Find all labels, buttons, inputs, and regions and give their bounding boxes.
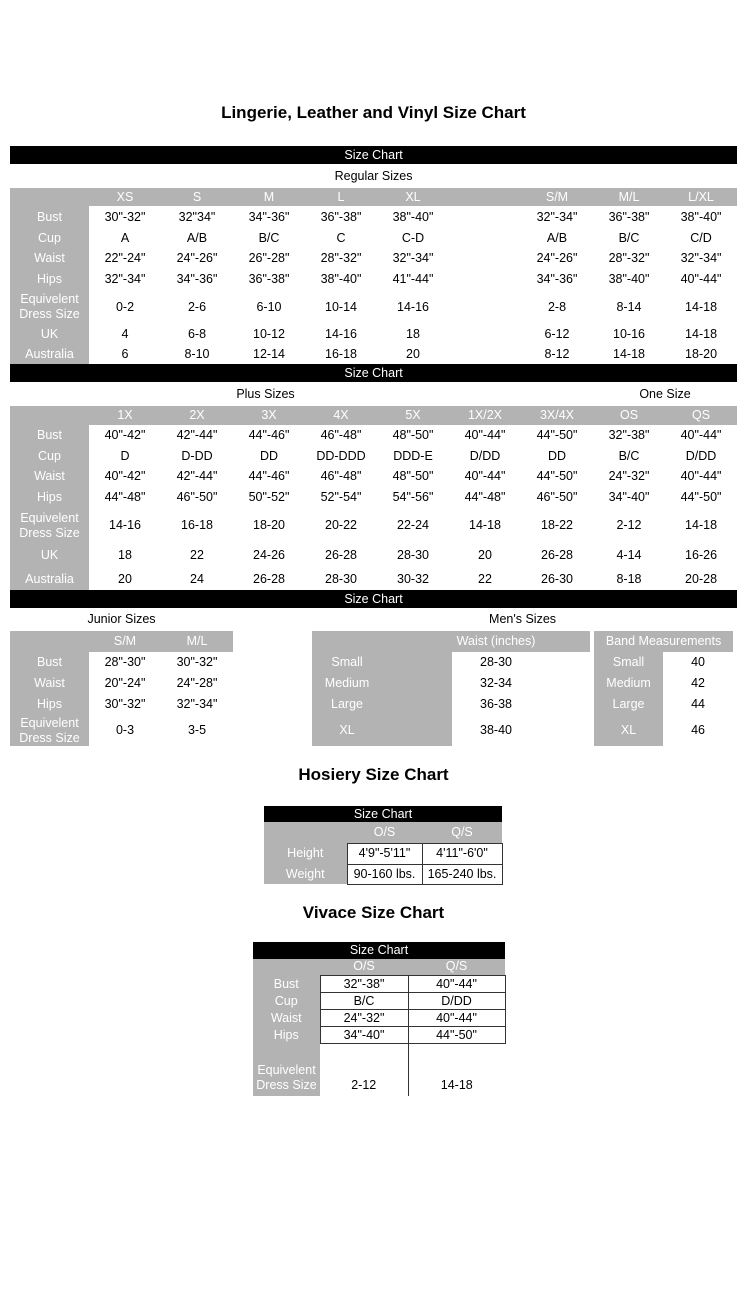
one-size-subtitle: One Size bbox=[593, 382, 737, 406]
size-cell: 38"-40" bbox=[392, 209, 434, 224]
size-cell: 34"-36" bbox=[536, 272, 578, 286]
size-cell: 4 bbox=[121, 327, 129, 341]
spacer-cell bbox=[449, 206, 521, 228]
vivace-title: Vivace Size Chart bbox=[302, 902, 445, 922]
col-header: S bbox=[161, 188, 233, 206]
size-cell: 42"-44" bbox=[176, 469, 218, 483]
size-cell: 40 bbox=[691, 655, 705, 669]
row-label: XL bbox=[592, 715, 663, 746]
size-cell: 2-6 bbox=[187, 299, 207, 314]
vivace-size-table bbox=[253, 942, 506, 1096]
size-cell: 24"-32" bbox=[608, 469, 650, 483]
size-cell: 46 bbox=[691, 723, 705, 737]
plus-sizes-table bbox=[10, 364, 737, 590]
size-cell: 10-16 bbox=[613, 327, 645, 341]
size-cell: 4'11"-6'0" bbox=[422, 843, 502, 864]
size-cell: 30-32 bbox=[397, 571, 429, 586]
size-cell: 14-16 bbox=[325, 327, 357, 341]
size-cell: 36-38 bbox=[480, 697, 513, 711]
col-header: 1X/2X bbox=[449, 406, 521, 425]
size-cell: 40"-44" bbox=[464, 428, 506, 442]
col-header: 5X bbox=[377, 406, 449, 425]
junior-sizes-table bbox=[10, 608, 233, 746]
size-cell: 26-28 bbox=[253, 571, 285, 586]
size-cell: 30"-32" bbox=[104, 209, 146, 224]
size-cell: D/DD bbox=[469, 448, 501, 463]
spacer-cell bbox=[253, 959, 320, 976]
col-header: 4X bbox=[305, 406, 377, 425]
col-header: Q/S bbox=[422, 822, 502, 843]
col-header: 1X bbox=[89, 406, 161, 425]
spacer-cell bbox=[312, 631, 452, 652]
size-cell: 40"-42" bbox=[104, 428, 146, 442]
row-label: Equivelent Dress Size bbox=[253, 1062, 320, 1096]
size-cell: 22-24 bbox=[397, 518, 429, 532]
size-cell: 18-20 bbox=[685, 347, 718, 361]
size-cell: B/C bbox=[618, 448, 640, 463]
row-label: Hips bbox=[10, 269, 89, 290]
size-cell: 22"-24" bbox=[104, 251, 146, 265]
row-label: UK bbox=[10, 543, 89, 568]
size-cell: 34"-40" bbox=[320, 1027, 408, 1044]
size-cell: 44 bbox=[691, 697, 705, 711]
size-cell: 26-28 bbox=[325, 548, 357, 562]
spacer-cell bbox=[521, 382, 593, 406]
size-cell: 6-8 bbox=[187, 327, 207, 341]
size-cell: DDD-E bbox=[393, 448, 433, 463]
size-cell: 8-12 bbox=[544, 347, 570, 361]
size-cell: B/C bbox=[258, 230, 280, 245]
size-cell: 48"-50" bbox=[392, 428, 434, 442]
size-cell: 36"-38" bbox=[320, 209, 362, 224]
size-chart-band: Size Chart bbox=[10, 590, 737, 608]
hosiery-title: Hosiery Size Chart bbox=[298, 765, 449, 784]
size-cell: 4'9"-5'11" bbox=[347, 843, 422, 864]
size-cell: 40"-44" bbox=[680, 272, 722, 286]
row-label: Bust bbox=[10, 652, 89, 673]
size-cell: 44"-50" bbox=[536, 428, 578, 442]
size-cell: 18 bbox=[118, 548, 132, 562]
size-cell: 16-26 bbox=[685, 548, 718, 562]
mens-sizes-table bbox=[312, 608, 733, 746]
size-cell: 46"-48" bbox=[320, 469, 362, 483]
size-cell: 8-14 bbox=[616, 299, 642, 314]
size-cell: 34"-40" bbox=[608, 490, 650, 504]
col-header: S/M bbox=[521, 188, 593, 206]
size-cell: 32"-34" bbox=[176, 697, 218, 711]
size-cell: DD-DDD bbox=[316, 448, 366, 463]
col-header: OS bbox=[593, 406, 665, 425]
size-cell: 14-18 bbox=[685, 299, 718, 314]
size-cell: 42 bbox=[691, 676, 705, 690]
size-cell: 20"-24" bbox=[104, 676, 146, 690]
size-cell: 20-28 bbox=[685, 571, 718, 586]
row-label: Bust bbox=[10, 206, 89, 228]
size-cell: 6-12 bbox=[544, 327, 570, 341]
row-label: Bust bbox=[10, 425, 89, 446]
row-label: Hips bbox=[10, 487, 89, 508]
col-header: M bbox=[233, 188, 305, 206]
size-cell: 34"-36" bbox=[248, 209, 290, 224]
size-cell: 24"-26" bbox=[176, 251, 218, 265]
spacer-cell bbox=[449, 188, 521, 206]
row-label: Waist bbox=[10, 248, 89, 269]
row-label: Small bbox=[312, 652, 452, 673]
row-label: Cup bbox=[253, 993, 320, 1010]
size-chart-band: Size Chart bbox=[10, 364, 737, 382]
row-label: Medium bbox=[592, 673, 663, 694]
size-cell: 44"-50" bbox=[536, 469, 578, 483]
size-cell: 44"-50" bbox=[408, 1027, 505, 1044]
size-cell: 2-12 bbox=[351, 1077, 377, 1092]
size-cell: 28"-30" bbox=[104, 655, 146, 669]
size-cell: 20-22 bbox=[325, 518, 357, 532]
size-cell: 14-16 bbox=[109, 518, 141, 532]
size-cell: 54"-56" bbox=[392, 490, 434, 504]
row-label: Weight bbox=[264, 864, 347, 884]
junior-mens-section bbox=[10, 590, 737, 746]
size-cell: 28-30 bbox=[480, 655, 513, 669]
row-label: XL bbox=[312, 715, 452, 746]
spacer-cell bbox=[408, 1044, 505, 1062]
size-cell: A/B bbox=[186, 230, 208, 245]
col-header: O/S bbox=[320, 959, 408, 976]
size-cell: 32"-38" bbox=[320, 976, 408, 993]
size-chart-band: Size Chart bbox=[264, 806, 502, 822]
col-header: Q/S bbox=[408, 959, 505, 976]
size-cell: C/D bbox=[690, 230, 712, 245]
size-cell: 2-12 bbox=[616, 518, 642, 532]
size-cell: 32-34 bbox=[480, 676, 513, 690]
col-header: Band Measurements bbox=[592, 631, 733, 652]
row-label: Australia bbox=[10, 345, 89, 364]
col-header: S/M bbox=[89, 631, 161, 652]
spacer-cell bbox=[10, 188, 89, 206]
size-cell: 26-30 bbox=[541, 571, 573, 586]
size-cell: B/C bbox=[320, 993, 408, 1010]
row-label: Hips bbox=[10, 694, 89, 715]
row-label: Waist bbox=[10, 466, 89, 487]
row-label: Waist bbox=[253, 1010, 320, 1027]
hosiery-size-table bbox=[264, 806, 503, 885]
size-cell: 24"-26" bbox=[536, 251, 578, 265]
size-cell: 38-40 bbox=[480, 723, 513, 737]
row-label: Large bbox=[592, 694, 663, 715]
size-cell: 38"-40" bbox=[608, 272, 650, 286]
row-label: Large bbox=[312, 694, 452, 715]
size-chart-band: Size Chart bbox=[253, 942, 505, 959]
size-cell: 44"-48" bbox=[464, 490, 506, 504]
col-header: L/XL bbox=[665, 188, 737, 206]
col-header: XS bbox=[89, 188, 161, 206]
size-cell: 28"-32" bbox=[320, 251, 362, 265]
spacer-cell bbox=[449, 269, 521, 290]
size-chart-band: Size Chart bbox=[10, 146, 737, 164]
size-cell: 44"-50" bbox=[680, 490, 722, 504]
size-cell: 26-28 bbox=[541, 548, 573, 562]
row-label: Australia bbox=[10, 568, 89, 590]
size-cell: D-DD bbox=[181, 448, 213, 463]
size-cell: 40"-44" bbox=[680, 469, 722, 483]
size-cell: 32"-34" bbox=[536, 209, 578, 224]
size-cell: 22 bbox=[478, 571, 492, 586]
row-label: Hips bbox=[253, 1027, 320, 1044]
size-cell: 24-26 bbox=[253, 548, 285, 562]
page-title: Lingerie, Leather and Vinyl Size Chart bbox=[221, 103, 526, 122]
size-cell: 32"-38" bbox=[608, 428, 650, 442]
size-cell: 0-3 bbox=[115, 723, 135, 737]
size-cell: 18-20 bbox=[253, 518, 285, 532]
size-cell: 40"-44" bbox=[680, 428, 722, 442]
size-cell: 28"-32" bbox=[608, 251, 650, 265]
row-label: Cup bbox=[10, 446, 89, 466]
size-cell: C bbox=[336, 230, 346, 245]
col-header: 3X/4X bbox=[521, 406, 593, 425]
size-cell: 6-10 bbox=[256, 299, 282, 314]
col-header: XL bbox=[377, 188, 449, 206]
row-label: Small bbox=[592, 652, 663, 673]
col-header: M/L bbox=[161, 631, 233, 652]
size-cell: 14-18 bbox=[685, 518, 718, 532]
size-cell: 14-18 bbox=[469, 518, 501, 532]
size-cell: DD bbox=[547, 448, 567, 463]
spacer-cell bbox=[449, 290, 521, 324]
col-header: QS bbox=[665, 406, 737, 425]
size-cell: 16-18 bbox=[181, 518, 213, 532]
size-cell: 30"-32" bbox=[176, 655, 218, 669]
size-cell: 20 bbox=[406, 347, 420, 361]
size-cell: 40"-42" bbox=[104, 469, 146, 483]
row-label: Equivelent Dress Size bbox=[10, 715, 89, 746]
size-cell: 52"-54" bbox=[320, 490, 362, 504]
size-cell: 24"-28" bbox=[176, 676, 218, 690]
size-cell: 36"-38" bbox=[608, 209, 650, 224]
size-cell: 32"34" bbox=[178, 209, 216, 224]
size-cell: 14-18 bbox=[685, 327, 718, 341]
size-cell: 14-18 bbox=[613, 347, 645, 361]
size-cell: 16-18 bbox=[325, 347, 357, 361]
size-cell: 20 bbox=[118, 571, 132, 586]
size-cell: 40"-44" bbox=[464, 469, 506, 483]
size-cell: 10-14 bbox=[325, 299, 357, 314]
spacer-cell bbox=[449, 228, 521, 248]
col-header: 3X bbox=[233, 406, 305, 425]
size-cell: A/B bbox=[546, 230, 568, 245]
size-cell: 50"-52" bbox=[248, 490, 290, 504]
size-cell: 2-8 bbox=[547, 299, 567, 314]
spacer-cell bbox=[320, 1044, 408, 1062]
size-cell: 28-30 bbox=[325, 571, 357, 586]
mens-sizes-subtitle: Men's Sizes bbox=[312, 608, 733, 631]
row-label: UK bbox=[10, 324, 89, 345]
row-label: Height bbox=[264, 843, 347, 864]
size-cell: 90-160 lbs. bbox=[347, 864, 422, 884]
size-cell: 48"-50" bbox=[392, 469, 434, 483]
col-header: M/L bbox=[593, 188, 665, 206]
size-cell: 28-30 bbox=[397, 548, 429, 562]
size-cell: 38"-40" bbox=[320, 272, 362, 286]
regular-sizes-subtitle: Regular Sizes bbox=[10, 164, 737, 188]
size-cell: 12-14 bbox=[253, 347, 285, 361]
size-cell: 46"-50" bbox=[176, 490, 218, 504]
plus-sizes-subtitle: Plus Sizes bbox=[10, 382, 521, 406]
size-cell: 44"-46" bbox=[248, 469, 290, 483]
size-cell: DD bbox=[259, 448, 279, 463]
size-cell: 6 bbox=[121, 347, 129, 361]
size-cell: 42"-44" bbox=[176, 428, 218, 442]
size-cell: 8-10 bbox=[184, 347, 210, 361]
size-cell: 20 bbox=[478, 548, 492, 562]
junior-sizes-subtitle: Junior Sizes bbox=[10, 608, 233, 631]
size-cell: 38"-40" bbox=[680, 209, 722, 224]
row-label: Bust bbox=[253, 976, 320, 993]
spacer-cell bbox=[10, 631, 89, 652]
spacer-cell bbox=[449, 345, 521, 364]
size-cell: 46"-48" bbox=[320, 428, 362, 442]
row-label: Waist bbox=[10, 673, 89, 694]
size-cell: 32"-34" bbox=[392, 251, 434, 265]
row-label: Medium bbox=[312, 673, 452, 694]
size-cell: 22 bbox=[190, 548, 204, 562]
size-cell: B/C bbox=[618, 230, 640, 245]
size-cell: 44"-46" bbox=[248, 428, 290, 442]
spacer-cell bbox=[10, 406, 89, 425]
size-cell: 26"-28" bbox=[248, 251, 290, 265]
row-label: Cup bbox=[10, 228, 89, 248]
col-header: Waist (inches) bbox=[452, 631, 592, 652]
size-cell: 34"-36" bbox=[176, 272, 218, 286]
spacer-cell bbox=[253, 1044, 320, 1062]
size-cell: 18 bbox=[406, 327, 420, 341]
size-cell: 40"-44" bbox=[408, 1010, 505, 1027]
size-cell: 41"-44" bbox=[392, 272, 434, 286]
size-cell: 165-240 lbs. bbox=[422, 864, 502, 884]
size-cell: 36"-38" bbox=[248, 272, 290, 286]
size-cell: 10-12 bbox=[253, 327, 285, 341]
size-cell: D/DD bbox=[408, 993, 505, 1010]
size-cell: D bbox=[120, 448, 130, 463]
size-cell: D/DD bbox=[685, 448, 717, 463]
size-cell: 44"-48" bbox=[104, 490, 146, 504]
size-cell: 46"-50" bbox=[536, 490, 578, 504]
size-cell: 0-2 bbox=[115, 299, 135, 314]
size-cell: C-D bbox=[401, 230, 425, 245]
col-header: 2X bbox=[161, 406, 233, 425]
size-cell: 32"-34" bbox=[680, 251, 722, 265]
size-cell: 14-16 bbox=[397, 299, 429, 314]
col-header: L bbox=[305, 188, 377, 206]
size-cell: 24"-32" bbox=[320, 1010, 408, 1027]
regular-sizes-table bbox=[10, 146, 737, 364]
row-label: Equivelent Dress Size bbox=[10, 290, 89, 324]
spacer-cell bbox=[264, 822, 347, 843]
row-label: Equivelent Dress Size bbox=[10, 508, 89, 543]
size-cell: 14-18 bbox=[408, 1062, 505, 1096]
size-cell: 8-18 bbox=[616, 571, 642, 586]
size-cell: 40"-44" bbox=[408, 976, 505, 993]
spacer-cell bbox=[449, 324, 521, 345]
size-cell: 32"-34" bbox=[104, 272, 146, 286]
size-cell: A bbox=[120, 230, 130, 245]
size-cell: 18-22 bbox=[541, 518, 573, 532]
size-cell: 3-5 bbox=[187, 723, 207, 737]
col-header: O/S bbox=[347, 822, 422, 843]
size-cell: 24 bbox=[190, 571, 204, 586]
size-cell: 4-14 bbox=[616, 548, 642, 562]
size-cell: 30"-32" bbox=[104, 697, 146, 711]
spacer-cell bbox=[449, 248, 521, 269]
